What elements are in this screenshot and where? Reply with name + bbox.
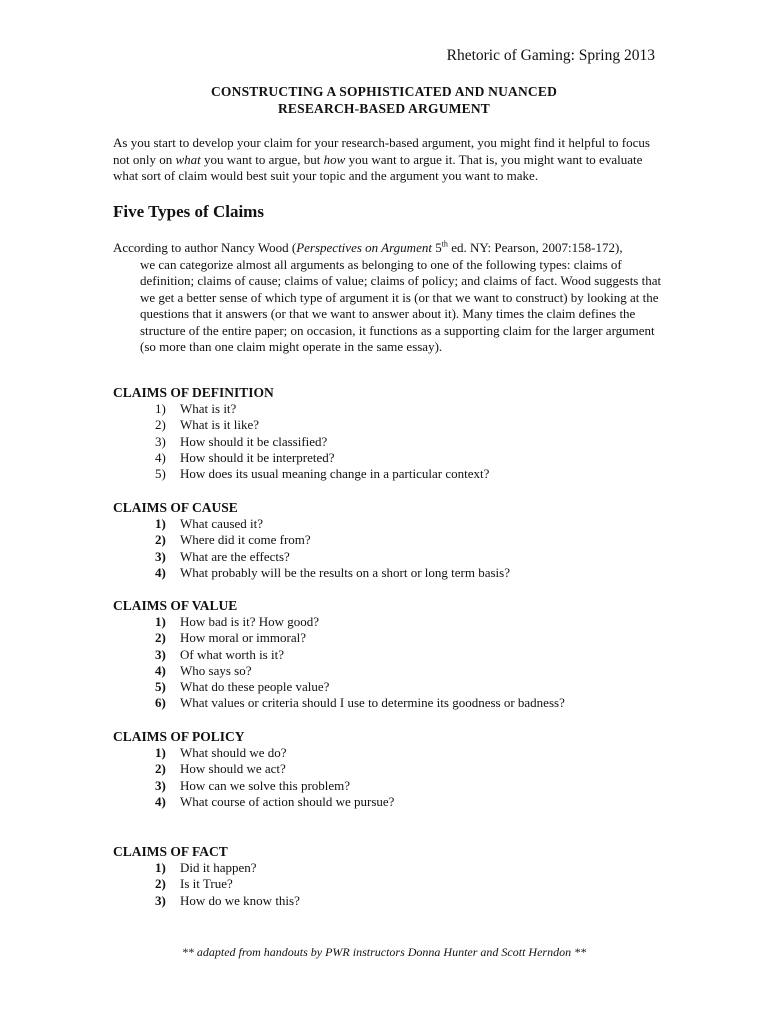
wood-text-a: According to author Nancy Wood ( — [113, 240, 297, 255]
item-question: How should it be interpreted? — [180, 449, 335, 465]
claims-cause-title: CLAIMS OF CAUSE — [113, 500, 238, 515]
claims-fact-section — [113, 843, 673, 909]
item-number: 2) — [155, 532, 166, 548]
list-item — [113, 532, 673, 548]
wood-paragraph — [113, 240, 671, 356]
item-number: 3) — [155, 433, 166, 449]
item-number: 1) — [155, 745, 166, 760]
item-number: 1) — [155, 516, 166, 531]
intro-emphasis-what: what — [175, 151, 201, 167]
item-number: 5) — [155, 679, 166, 695]
claims-policy-list — [113, 745, 673, 810]
claims-definition-title: CLAIMS OF DEFINITION — [113, 385, 274, 400]
wood-rest: we can categorize almost all arguments as belonging to one of the following types: claims of definition; claims of cause; claims of value; claims of policy; and claims of fact. Wood suggests that we get a better sense of which type of argument it is (or that we want to construct) by looking at the questions that it answers (or that we want to answer about it). Many times the claim defines the structure of the entire paper; on occasion, it functions as a supporting claim for the larger argument (so more than one claim might operate in the same essay). — [140, 256, 662, 354]
list-item — [113, 794, 673, 810]
item-number: 1) — [155, 614, 166, 629]
item-question: What values or criteria should I use to determine its goodness or badness? — [180, 695, 565, 711]
wood-text-b: ed. NY: Pearson, 2007:158-172), — [447, 240, 623, 255]
item-number: 6) — [155, 695, 166, 711]
item-number: 5) — [155, 466, 166, 482]
intro-emphasis-how: how — [323, 151, 346, 167]
claims-value-section — [113, 597, 673, 712]
list-item — [113, 647, 673, 663]
list-item — [113, 876, 673, 892]
item-number: 2) — [155, 417, 166, 433]
item-number: 4) — [155, 564, 166, 580]
item-number: 2) — [155, 630, 166, 646]
item-number: 1) — [155, 401, 166, 416]
item-question: What do these people value? — [180, 679, 330, 695]
item-question: What are the effects? — [180, 548, 290, 564]
list-item — [113, 417, 673, 433]
item-number: 3) — [155, 548, 166, 564]
item-number: 3) — [155, 646, 166, 662]
claims-policy-section — [113, 728, 673, 810]
course-header: Rhetoric of Gaming: Spring 2013 — [446, 47, 655, 64]
section-heading: Five Types of Claims — [113, 202, 264, 221]
claims-fact-title: CLAIMS OF FACT — [113, 844, 228, 859]
list-item — [113, 778, 673, 794]
list-item — [113, 614, 673, 630]
wood-first-line — [113, 240, 671, 257]
list-item — [113, 466, 673, 482]
item-question: Did it happen? — [180, 860, 257, 875]
list-item — [113, 630, 673, 646]
item-question: How bad is it? How good? — [180, 614, 320, 629]
item-question: How does its usual meaning change in a particular context? — [180, 466, 490, 482]
list-item — [113, 679, 673, 695]
item-number: 4) — [155, 662, 166, 678]
list-item — [113, 450, 673, 466]
item-question: Of what worth is it? — [180, 646, 284, 662]
claims-cause-section — [113, 499, 673, 581]
item-number: 3) — [155, 777, 166, 793]
title-line-1: CONSTRUCTING A SOPHISTICATED AND NUANCED — [210, 84, 558, 99]
item-question: What course of action should we pursue? — [180, 793, 395, 809]
claims-definition-list — [113, 401, 673, 482]
item-question: Is it True? — [180, 876, 233, 892]
list-item — [113, 860, 673, 876]
item-number: 2) — [155, 761, 166, 777]
wood-edition-number: 5 — [431, 240, 442, 255]
list-item — [113, 565, 673, 581]
claims-cause-list — [113, 516, 673, 581]
list-item — [113, 434, 673, 450]
intro-text-2: you want to argue, but — [200, 151, 324, 167]
item-question: What caused it? — [180, 516, 264, 531]
item-question: How moral or immoral? — [180, 630, 306, 646]
claims-policy-title: CLAIMS OF POLICY — [113, 729, 245, 744]
claims-definition-section — [113, 384, 673, 482]
footer-credit: ** adapted from handouts by PWR instructors Donna Hunter and Scott Herndon ** — [181, 945, 587, 959]
claims-value-list — [113, 614, 673, 712]
list-item — [113, 893, 673, 909]
item-question: Where did it come from? — [180, 532, 311, 548]
item-question: What should we do? — [180, 745, 287, 760]
intro-text-1: As you start to develop your claim for your research-based argument, you might find it helpful to focus not only on — [113, 135, 650, 167]
item-question: What is it? — [180, 401, 237, 416]
item-question: How do we know this? — [180, 892, 300, 908]
list-item — [113, 761, 673, 777]
item-question: What probably will be the results on a short or long term basis? — [180, 564, 510, 580]
item-number: 4) — [155, 449, 166, 465]
list-item — [113, 663, 673, 679]
list-item — [113, 695, 673, 711]
item-number: 1) — [155, 860, 166, 875]
intro-paragraph — [113, 135, 665, 185]
intro-text-3: you want to argue it. That is, you might want to evaluate what sort of claim would best suit your topic and the argument you want to make. — [113, 151, 643, 183]
item-question: What is it like? — [180, 417, 260, 433]
claims-fact-list — [113, 860, 673, 909]
item-question: How can we solve this problem? — [180, 777, 351, 793]
wood-edition-suffix: th — [441, 239, 448, 249]
wood-book-title: Perspectives on Argument — [296, 240, 432, 255]
list-item — [113, 549, 673, 565]
list-item — [113, 745, 673, 761]
list-item — [113, 401, 673, 417]
item-question: How should we act? — [180, 761, 286, 777]
title-line-2: RESEARCH-BASED ARGUMENT — [277, 101, 490, 116]
item-question: How should it be classified? — [180, 433, 328, 449]
item-question: Who says so? — [180, 662, 252, 678]
item-number: 4) — [155, 793, 166, 809]
claims-value-title: CLAIMS OF VALUE — [113, 598, 238, 613]
item-number: 2) — [155, 876, 166, 892]
document-title — [0, 83, 768, 117]
list-item — [113, 516, 673, 532]
item-number: 3) — [155, 892, 166, 908]
